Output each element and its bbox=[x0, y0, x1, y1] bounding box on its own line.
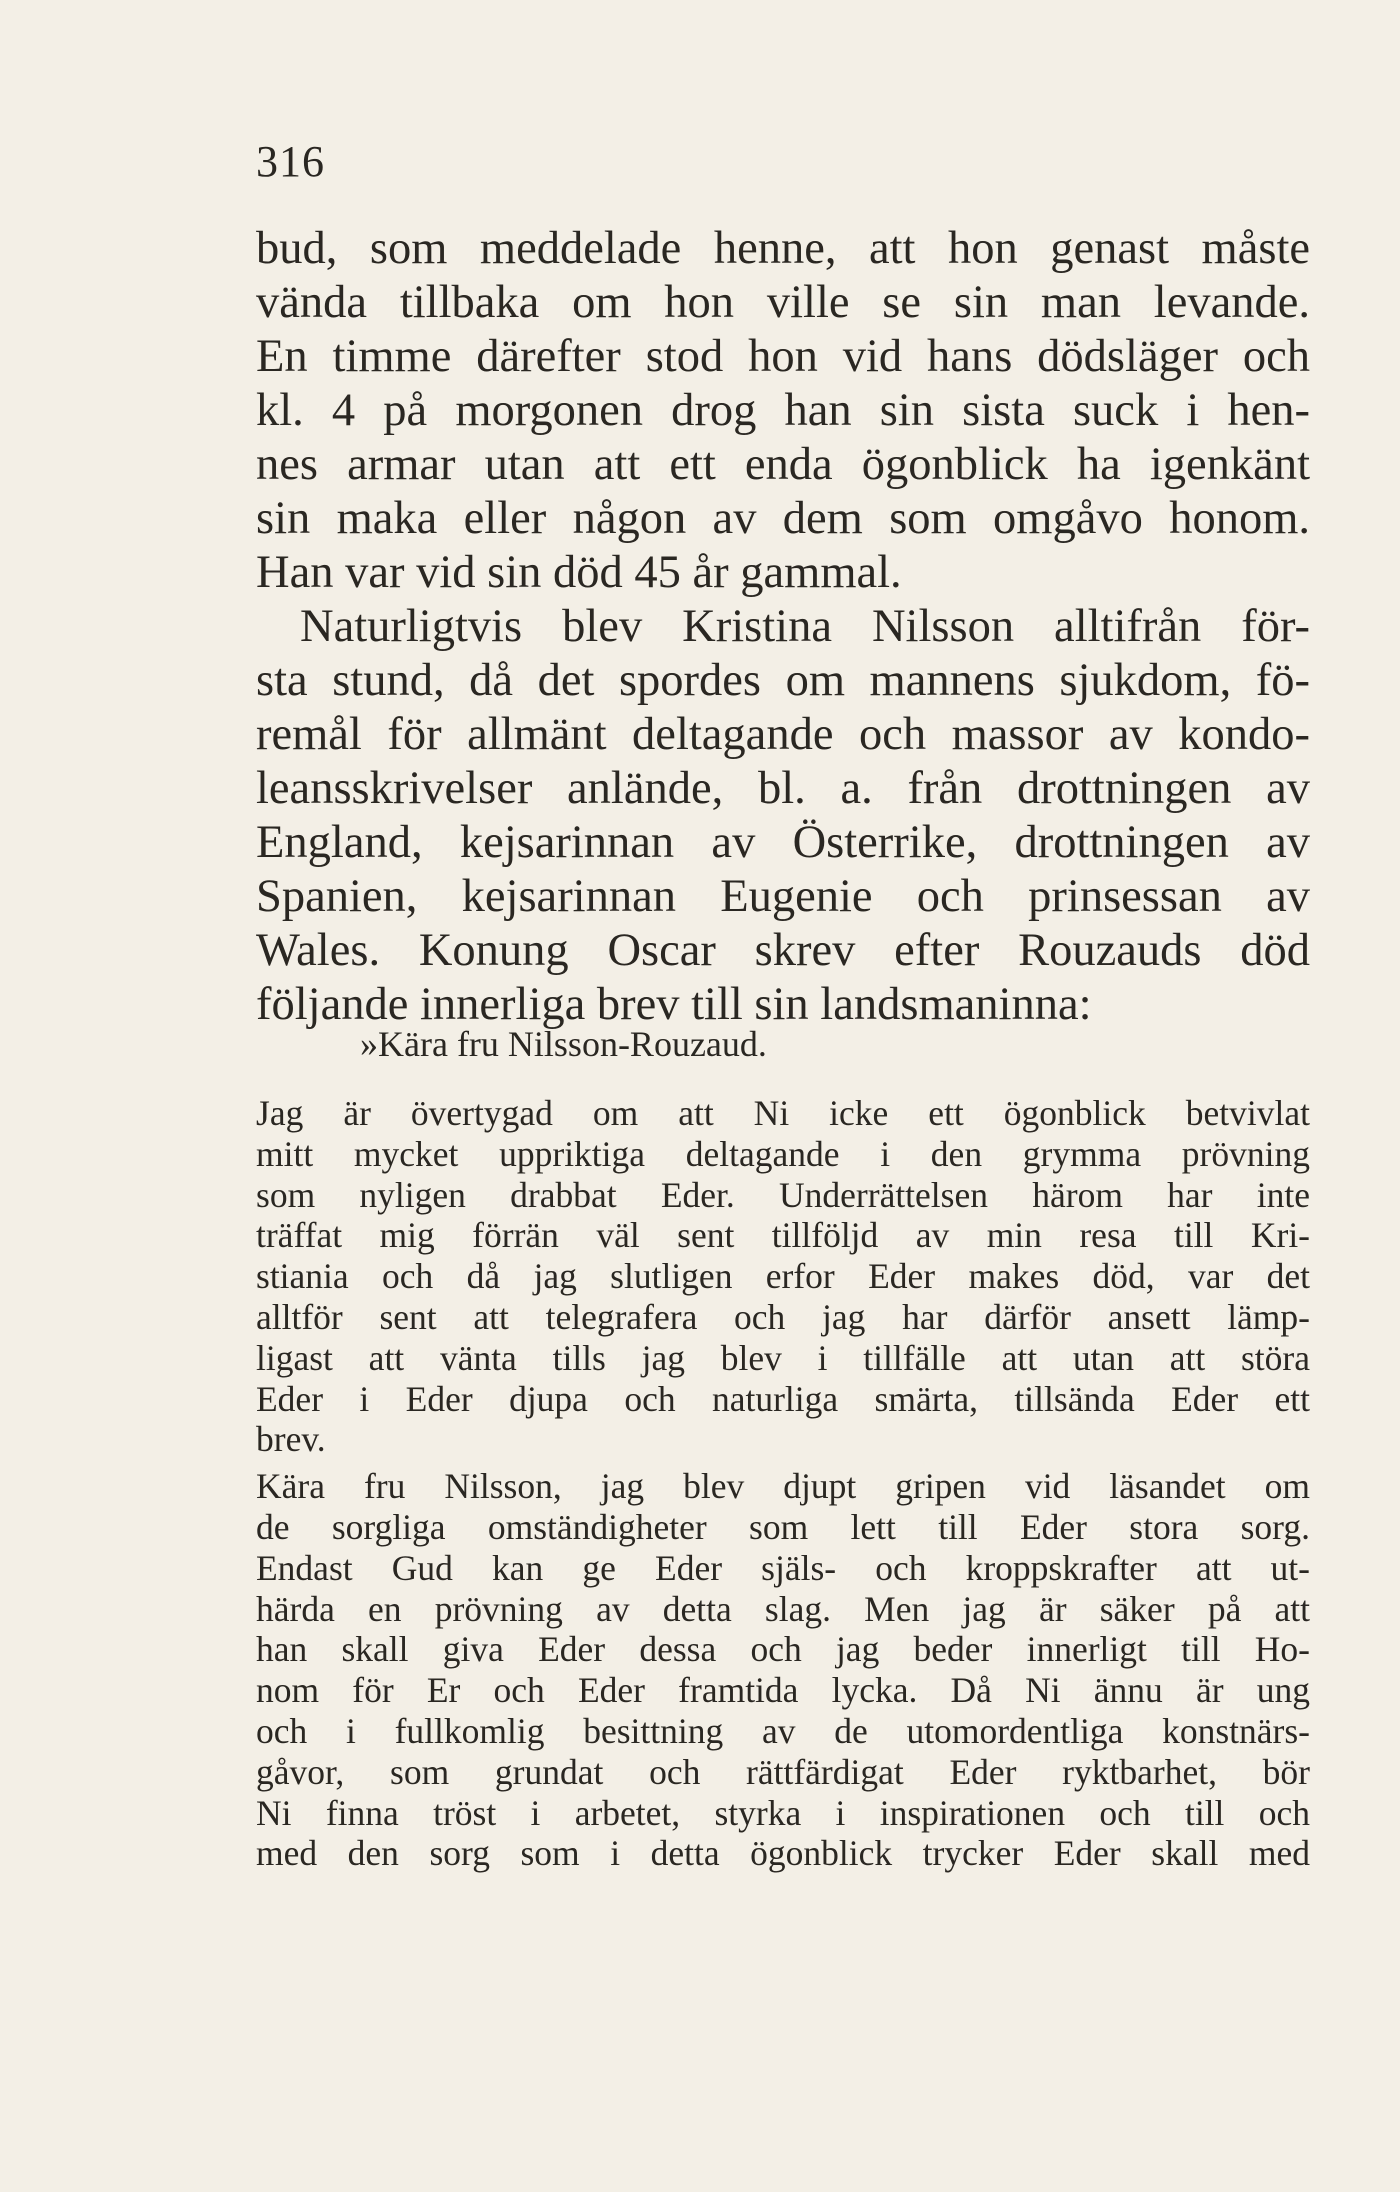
text-line: sta stund, då det spordes om mannens sjukdom, fö- bbox=[256, 655, 1310, 706]
text-line: Spanien, kejsarinnan Eugenie och prinsessan av bbox=[256, 871, 1310, 922]
letter-line: gåvor, som grundat och rättfärdigat Eder ryktbarhet, bör bbox=[256, 1751, 1310, 1792]
letter-line: han skall giva Eder dessa och jag beder innerligt till Ho- bbox=[256, 1629, 1310, 1670]
text-line: leansskrivelser anlände, bl. a. från drottningen av bbox=[256, 763, 1310, 814]
letter-line: härda en prövning av detta slag. Men jag är säker på att bbox=[256, 1588, 1310, 1629]
page-number: 316 bbox=[256, 137, 325, 186]
letter-line: alltför sent att telegrafera och jag har därför ansett lämp- bbox=[256, 1296, 1310, 1337]
letter-line: nom för Er och Eder framtida lycka. Då Ni ännu är ung bbox=[256, 1670, 1310, 1711]
text-line: vända tillbaka om hon ville se sin man levande. bbox=[256, 277, 1310, 328]
letter-line: Ni finna tröst i arbetet, styrka i inspirationen och till och bbox=[256, 1792, 1310, 1833]
text-line: England, kejsarinnan av Österrike, drottningen av bbox=[256, 817, 1310, 868]
text-line: Naturligtvis blev Kristina Nilsson alltifrån för- bbox=[300, 601, 1310, 652]
main-text bbox=[256, 222, 1310, 1032]
text-line: sin maka eller någon av dem som omgåvo honom. bbox=[256, 493, 1310, 544]
letter-text bbox=[256, 1093, 1310, 1874]
text-line: kl. 4 på morgonen drog han sin sista suck i hen- bbox=[256, 385, 1310, 436]
text-line: En timme därefter stod hon vid hans dödsläger och bbox=[256, 331, 1310, 382]
letter-line: Eder i Eder djupa och naturliga smärta, tillsända Eder ett bbox=[256, 1378, 1310, 1419]
letter-line: Jag är övertygad om att Ni icke ett ögonblick betvivlat bbox=[256, 1093, 1310, 1133]
text-line: remål för allmänt deltagande och massor av kondo- bbox=[256, 709, 1310, 760]
letter-line: mitt mycket uppriktiga deltagande i den grymma prövning bbox=[256, 1133, 1310, 1174]
letter-line: och i fullkomlig besittning av de utomordentliga konstnärs- bbox=[256, 1710, 1310, 1751]
letter-line: som nyligen drabbat Eder. Underrättelsen härom har inte bbox=[256, 1174, 1310, 1215]
text-line: bud, som meddelade henne, att hon genast måste bbox=[256, 223, 1310, 274]
letter-salutation: »Kära fru Nilsson-Rouzaud. bbox=[360, 1024, 767, 1064]
letter-line: stiania och då jag slutligen erfor Eder makes död, var det bbox=[256, 1256, 1310, 1297]
letter-line: träffat mig förrän väl sent tillföljd av min resa till Kri- bbox=[256, 1215, 1310, 1256]
letter-line: Endast Gud kan ge Eder själs- och kroppskrafter att ut- bbox=[256, 1547, 1310, 1588]
letter-line: Kära fru Nilsson, jag blev djupt gripen vid läsandet om bbox=[256, 1466, 1310, 1507]
text-line: Han var vid sin död 45 år gammal. bbox=[256, 547, 902, 598]
letter-line: de sorgliga omständigheter som lett till Eder stora sorg. bbox=[256, 1506, 1310, 1547]
text-line: nes armar utan att ett enda ögonblick ha igenkänt bbox=[256, 439, 1310, 490]
letter-line: brev. bbox=[256, 1419, 326, 1460]
letter-line: ligast att vänta tills jag blev i tillfälle att utan att störa bbox=[256, 1337, 1310, 1378]
text-line: följande innerliga brev till sin landsmaninna: bbox=[256, 979, 1092, 1030]
text-line: Wales. Konung Oscar skrev efter Rouzauds död bbox=[256, 925, 1310, 976]
letter-line: med den sorg som i detta ögonblick trycker Eder skall med bbox=[256, 1833, 1310, 1874]
